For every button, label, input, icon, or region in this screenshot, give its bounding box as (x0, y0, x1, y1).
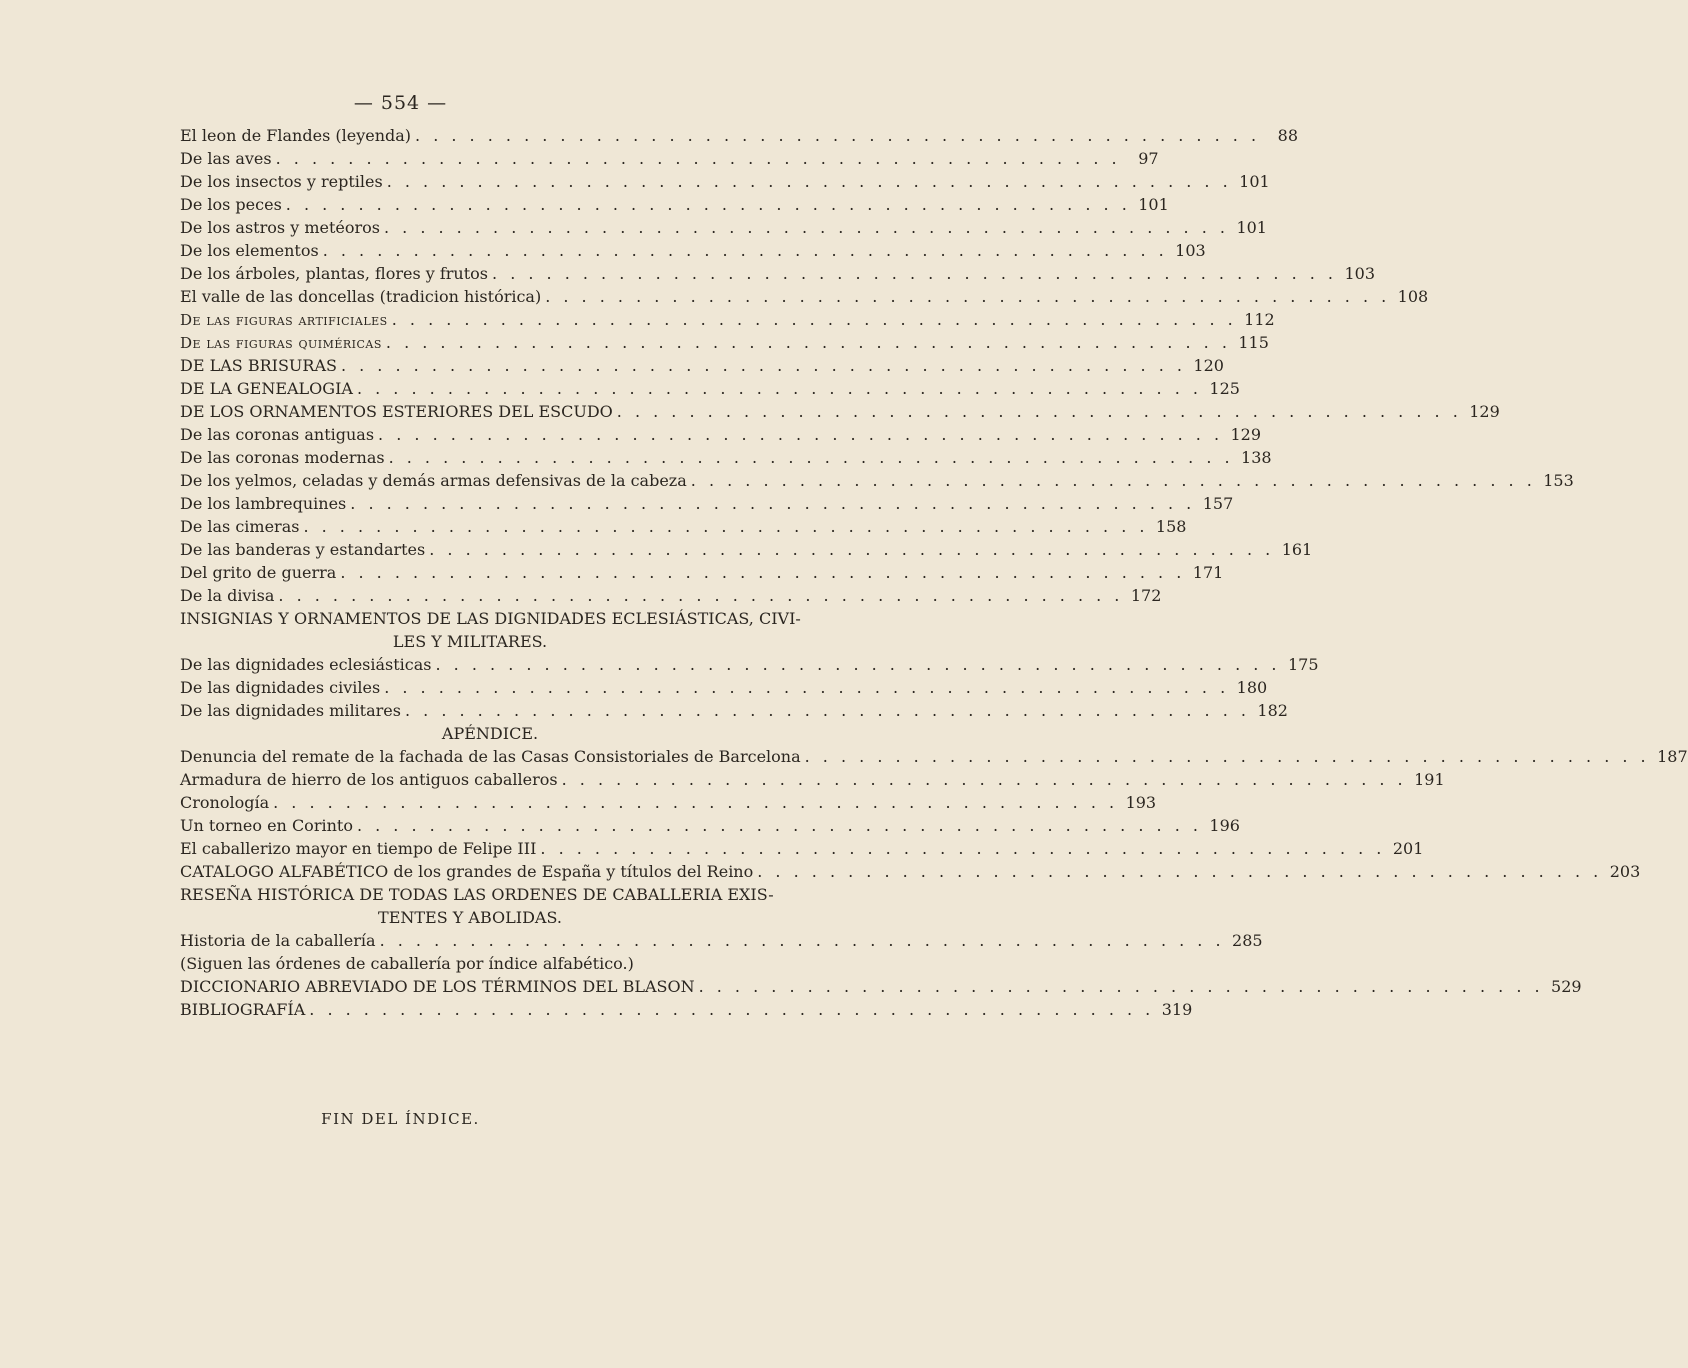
toc-entry (180, 285, 1429, 308)
toc-entry-page: 129 (1230, 425, 1262, 444)
toc-leader-dots (376, 929, 1229, 952)
toc-entry (180, 929, 1263, 952)
toc-entry (180, 193, 1169, 216)
toc-entry-page: 120 (1193, 356, 1224, 375)
toc-entry-page: 157 (1202, 494, 1234, 513)
toc-entry-page: 171 (1192, 563, 1224, 582)
toc-entry-page: 196 (1209, 816, 1240, 835)
toc-leader-dots (282, 193, 1135, 216)
toc-entry-label: El leon de Flandes (leyenda) (180, 126, 412, 145)
toc-entry (180, 745, 1688, 768)
toc-entry-page: 125 (1209, 379, 1240, 398)
toc-entry (180, 124, 1299, 147)
toc-leader-dots (687, 469, 1540, 492)
toc-entry-label: DE LA GENEALOGIA (180, 379, 353, 398)
toc-entry-label: De los lambrequines (180, 494, 347, 513)
toc-entry (180, 768, 1445, 791)
toc-leader-dots (353, 814, 1206, 837)
toc-group-insignias (180, 653, 1319, 722)
toc-entry-label: De las dignidades civiles (180, 678, 381, 697)
toc-leader-dots (299, 515, 1152, 538)
toc-entry-page: 101 (1239, 172, 1270, 191)
toc-entry-page: 319 (1161, 1000, 1193, 1019)
toc-entry-page: 153 (1543, 471, 1574, 490)
toc-leader-dots (337, 354, 1190, 377)
toc-group-final (180, 975, 1582, 1021)
toc-leader-dots (536, 837, 1389, 860)
toc-entry-page: 101 (1138, 195, 1169, 214)
toc-leader-dots (388, 308, 1241, 331)
toc-entry-page: 108 (1397, 287, 1429, 306)
toc-entry-label: Del grito de guerra (180, 563, 337, 582)
toc-entry-page: 172 (1130, 586, 1162, 605)
section-heading-insignias-cont: LES Y MILITARES. (392, 632, 548, 651)
toc-leader-dots (432, 653, 1285, 676)
toc-leader-dots (374, 423, 1227, 446)
toc-entry-label: Cronología (180, 793, 270, 812)
toc-entry-page: 115 (1238, 333, 1269, 352)
toc-leader-dots (269, 791, 1122, 814)
toc-leader-dots (353, 377, 1206, 400)
toc-entry (180, 791, 1157, 814)
toc-entry (180, 492, 1234, 515)
toc-entry-label: BIBLIOGRAFÍA (180, 1000, 306, 1019)
toc-leader-dots (380, 216, 1233, 239)
toc-entry-page: 161 (1281, 540, 1313, 559)
toc-entry (180, 446, 1272, 469)
toc-entry-page: 103 (1175, 241, 1206, 260)
toc-entry (180, 653, 1319, 676)
section-heading-resena-cont: TENTES Y ABOLIDAS. (378, 908, 562, 927)
toc-entry-label: De los árboles, plantas, flores y frutos (180, 264, 489, 283)
toc-leader-dots (380, 676, 1233, 699)
toc-entry (180, 170, 1270, 193)
toc-entry-page: 193 (1125, 793, 1157, 812)
toc-leader-dots (425, 538, 1278, 561)
toc-leader-dots (305, 998, 1158, 1021)
page-number: — 554 — (353, 92, 448, 114)
toc-leader-dots (274, 584, 1127, 607)
toc-entry-page: 103 (1344, 264, 1376, 283)
toc-entry-label: Denuncia del remate de la fachada de las Casas Consistoriales de Barcelona (180, 747, 801, 766)
toc-entry-page: 182 (1257, 701, 1288, 720)
toc-entry (180, 239, 1206, 262)
toc-entry (180, 814, 1240, 837)
toc-entry (180, 262, 1376, 285)
note-ordenes: (Siguen las órdenes de caballería por índice alfabético.) (180, 954, 634, 973)
toc-entry (180, 538, 1313, 561)
toc-entry-page: 112 (1244, 310, 1275, 329)
toc-entry-label: Armadura de hierro de los antiguos caballeros (180, 770, 558, 789)
toc-entry-label: De las dignidades eclesiásticas (180, 655, 432, 674)
toc-group-resena (180, 929, 1263, 952)
toc-leader-dots (385, 446, 1238, 469)
toc-leader-dots (383, 170, 1236, 193)
toc-entry-label: El valle de las doncellas (tradicion histórica) (180, 287, 542, 306)
toc-entry (180, 216, 1267, 239)
toc-entry-label: De las coronas antiguas (180, 425, 375, 444)
toc-entry (180, 584, 1162, 607)
toc-entry-page: 285 (1232, 931, 1263, 950)
toc-entry-page: 101 (1236, 218, 1267, 237)
table-of-contents (180, 124, 1688, 1021)
toc-entry-label: De las aves (180, 149, 272, 168)
toc-entry (180, 423, 1262, 446)
toc-entry (180, 975, 1582, 998)
toc-leader-dots (319, 239, 1172, 262)
toc-entry-page: 175 (1287, 655, 1319, 674)
toc-entry-label: De las figuras artificiales (180, 311, 388, 329)
toc-entry-label: DE LOS ORNAMENTOS ESTERIORES DEL ESCUDO (180, 402, 613, 421)
toc-entry-page: 201 (1392, 839, 1424, 858)
toc-entry-label: De los insectos y reptiles (180, 172, 383, 191)
toc-entry (180, 860, 1641, 883)
toc-entry-label: De las coronas modernas (180, 448, 385, 467)
toc-leader-dots (272, 147, 1125, 170)
toc-entry-page: 158 (1155, 517, 1187, 536)
toc-entry-page: 138 (1241, 448, 1272, 467)
toc-entry-page: 129 (1469, 402, 1500, 421)
toc-leader-dots (695, 975, 1548, 998)
toc-entry-label: De las figuras quiméricas (180, 334, 382, 352)
toc-entry (180, 515, 1187, 538)
toc-entry-label: De las cimeras (180, 517, 300, 536)
toc-entry-page: 97 (1138, 149, 1159, 168)
toc-leader-dots (488, 262, 1341, 285)
toc-leader-dots (541, 285, 1394, 308)
toc-entry (180, 699, 1288, 722)
toc-entry-label: De los peces (180, 195, 282, 214)
toc-leader-dots (613, 400, 1466, 423)
toc-leader-dots (382, 331, 1235, 354)
toc-entry-label: DICCIONARIO ABREVIADO DE LOS TÉRMINOS DEL BLASON (180, 977, 695, 996)
toc-entry (180, 400, 1500, 423)
toc-entry-page: 180 (1236, 678, 1268, 697)
toc-entry-page: 203 (1609, 862, 1641, 881)
toc-leader-dots (336, 561, 1189, 584)
toc-entry-label: Un torneo en Corinto (180, 816, 353, 835)
toc-entry-label: De los elementos (180, 241, 319, 260)
toc-entry (180, 331, 1269, 354)
toc-entry-page: 187 (1657, 747, 1688, 766)
toc-entry (180, 377, 1240, 400)
toc-entry (180, 354, 1224, 377)
toc-entry-label: Historia de la caballería (180, 931, 376, 950)
toc-entry-label: De la divisa (180, 586, 275, 605)
toc-group-apendice (180, 745, 1688, 883)
section-heading-resena: RESEÑA HISTÓRICA DE TODAS LAS ORDENES DE CABALLERIA EXIS- (180, 885, 774, 904)
toc-entry (180, 676, 1268, 699)
end-of-index: FIN DEL ÍNDICE. (321, 1110, 480, 1128)
toc-entry-page: 191 (1414, 770, 1445, 789)
toc-entry (180, 837, 1424, 860)
toc-entry-page: 529 (1551, 977, 1582, 996)
toc-entry (180, 147, 1159, 170)
toc-leader-dots (753, 860, 1606, 883)
toc-leader-dots (346, 492, 1199, 515)
toc-entry (180, 561, 1224, 584)
section-heading-apendice: APÉNDICE. (441, 724, 539, 743)
toc-leader-dots (558, 768, 1411, 791)
toc-entry-label: CATALOGO ALFABÉTICO de los grandes de España y títulos del Reino (180, 862, 754, 881)
toc-entry-label: El caballerizo mayor en tiempo de Felipe III (180, 839, 537, 858)
toc-entry-page: 88 (1277, 126, 1299, 145)
toc-entry-label: De las banderas y estandartes (180, 540, 426, 559)
toc-entry-label: De los astros y metéoros (180, 218, 380, 237)
toc-entry-label: DE LAS BRISURAS (180, 356, 337, 375)
toc-entry-label: De las dignidades militares (180, 701, 401, 720)
section-heading-insignias: INSIGNIAS Y ORNAMENTOS DE LAS DIGNIDADES ECLESIÁSTICAS, CIVI- (180, 609, 801, 628)
toc-entry (180, 308, 1275, 331)
toc-leader-dots (411, 124, 1264, 147)
toc-leader-dots (801, 745, 1654, 768)
toc-entry-label: De los yelmos, celadas y demás armas defensivas de la cabeza (180, 471, 687, 490)
toc-leader-dots (401, 699, 1254, 722)
toc-entry (180, 469, 1574, 492)
toc-group-main (180, 124, 1574, 607)
toc-entry (180, 998, 1193, 1021)
